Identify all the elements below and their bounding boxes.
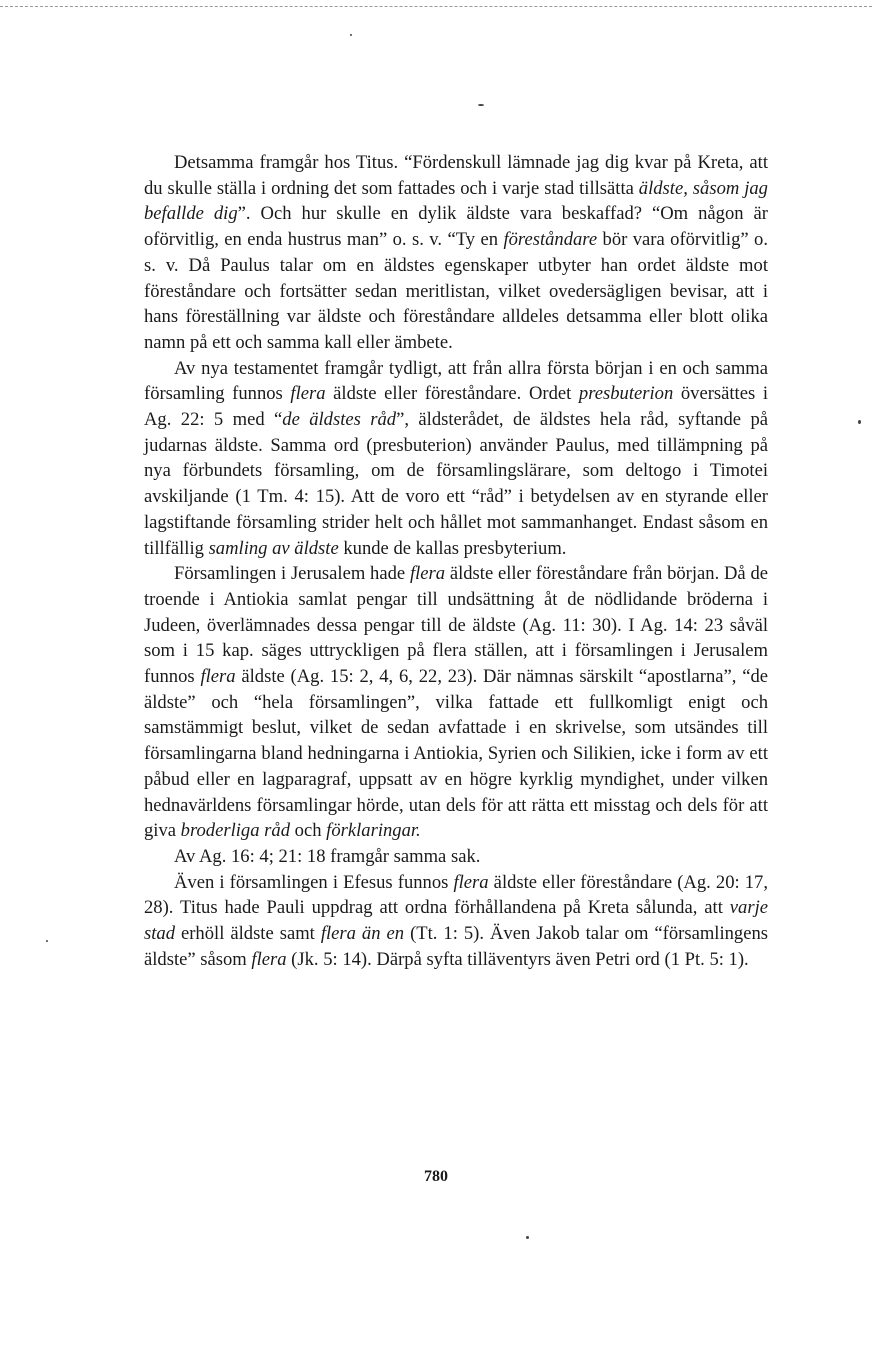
text-run: äldste eller föreståndare. Ordet (325, 383, 579, 405)
scan-speck (526, 1236, 529, 1239)
italic-run: flera (251, 948, 287, 970)
text-run: (Tt. 1: 5). Även Jakob talar om “församlingens äldste” såsom (144, 923, 769, 970)
paragraph (144, 356, 768, 562)
paragraph (144, 561, 768, 844)
italic-run: flera (290, 383, 326, 405)
italic-run: broderliga råd (180, 820, 291, 842)
text-run: Av nya testamentet framgår tydligt, att från allra första början i en och samma församling funnos (144, 357, 768, 405)
text-run: erhöll äldste samt (175, 923, 321, 945)
text-run: översättes i Ag. 22: 5 med “ (144, 383, 768, 431)
text-run: Detsamma framgår hos Titus. “Fördenskull lämnade jag dig kvar på Kreta, att du skulle ställa i ordning det som fattades och i varje stad tillsätta (144, 152, 768, 199)
italic-run: presbuterion (578, 383, 674, 405)
scan-top-border (0, 6, 872, 7)
page-number: 780 (424, 1168, 448, 1185)
italic-run: äldste, såsom jag befallde dig (144, 177, 768, 225)
scan-speck (858, 420, 861, 424)
scan-speck (350, 34, 352, 36)
body-text (144, 150, 768, 973)
text-run: Församlingen i Jerusalem hade (174, 563, 410, 585)
text-run: äldste eller föreståndare (Ag. 20: 17, 28). Titus hade Pauli uppdrag att ordna förhållandena på Kreta sålunda, att (144, 871, 768, 919)
text-run: äldste (Ag. 15: 2, 4, 6, 22, 23). Där nämnas särskilt “apostlarna”, “de äldste” och “hela församlingen”, vilka fattade ett fullkomligt enigt och samstämmigt beslut, vilket de sedan avfattade i en skrivelse, som utsändes till församlingarna bland hedningarna i Antiokia, Syrien och Silikien, icke i form av ett påbud eller en lagparagraf, uppsatt av en högre kyrklig myndighet, under vilken hednavärldens församlingar hörde, utan dels för att rätta ett misstag och dels för att giva (144, 666, 769, 842)
scan-speck (46, 940, 48, 942)
paragraph (144, 844, 768, 870)
italic-run: samling av äldste (208, 537, 339, 559)
italic-run: flera (200, 666, 236, 688)
italic-run: de äldstes råd (282, 409, 397, 431)
scan-speck (478, 104, 484, 106)
text-run: äldste eller föreståndare från början. Då de troende i Antiokia samlat pengar till undsättning åt de nödlidande bröderna i Judeen, överlämnades dessa pengar till de äldste (Ag. 11: 30). I Ag. 14: 23 såväl som i 15 kap. säges uttryckligen på flera ställen, att i församlingen i Jerusalem funnos (144, 563, 768, 688)
italic-run: föreståndare (503, 229, 598, 251)
text-run: ”, äldsterådet, de äldstes hela råd, syftande på judarnas äldste. Samma ord (presbuterion) använder Paulus, med tillämpning på nya förbundets församling, om de församlingslärare, som deltogo i Timotei avskiljande (1 Tm. 4: 15). Att de voro ett “råd” i betydelsen av en styrande eller lagstiftande församling strider helt och hållet mot sammanhanget. Endast såsom en tillfällig (144, 409, 768, 559)
italic-run: flera (409, 563, 446, 585)
text-run: och (290, 820, 327, 842)
text-run: kunde de kallas presbyterium. (338, 537, 567, 559)
text-run: ”. Och hur skulle en dylik äldste vara beskaffad? “Om någon är oförvitlig, en enda hustrus man” o. s. v. “Ty en (144, 203, 768, 251)
italic-run: förklaringar. (326, 820, 421, 842)
italic-run: flera än en (320, 923, 405, 945)
text-run: bör vara oförvitlig” o. s. v. Då Paulus talar om en äldstes egenskaper utbyter han ordet äldste mot föreståndare och fortsätter sedan meritlistan, vilket ovedersägligen bevisar, att i hans föreställning var äldste och föreståndare alldeles detsamma eller blott olika namn på ett och samma kall eller ämbete. (144, 229, 769, 353)
text-run: Av Ag. 16: 4; 21: 18 framgår samma sak. (174, 845, 481, 867)
text-run: Även i församlingen i Efesus funnos (174, 871, 454, 893)
italic-run: flera (453, 871, 489, 893)
paragraph (144, 150, 768, 356)
text-run: (Jk. 5: 14). Därpå syfta tilläventyrs även Petri ord (1 Pt. 5: 1). (286, 948, 749, 970)
italic-run: varje stad (144, 897, 768, 945)
paragraph (144, 870, 768, 973)
